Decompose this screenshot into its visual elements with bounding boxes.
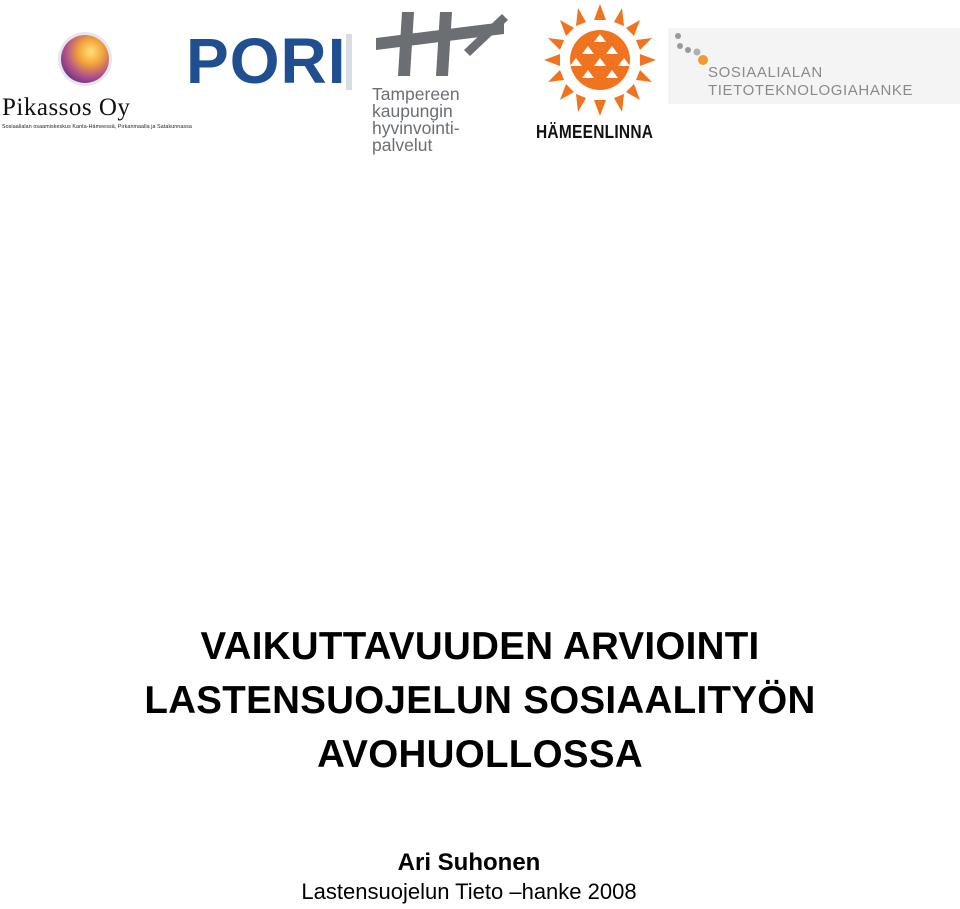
pori-name: PORI — [186, 25, 347, 97]
tampere-emblem-icon — [372, 6, 512, 82]
tampere-line: palvelut — [372, 135, 433, 155]
pikassos-logo — [0, 28, 192, 138]
dots-icon — [670, 30, 710, 70]
hameenlinna-name: HÄMEENLINNA — [536, 122, 654, 142]
project-subtitle: Lastensuojelun Tieto –hanke 2008 — [301, 879, 637, 904]
hameenlinna-sun-icon — [540, 4, 660, 116]
pori-bar — [346, 34, 352, 90]
pikassos-sphere-icon — [0, 28, 170, 94]
pikassos-tagline: Sosiaalialan osaamiskeskus Kanta-Hämeessä, Pirkanmaalla ja Satakunnassa — [2, 124, 192, 130]
tampere-logo — [370, 6, 520, 156]
sosiaalialan-line: SOSIAALIALAN — [708, 64, 823, 81]
sosiaalialan-line: TIETOTEKNOLOGIAHANKE — [708, 82, 914, 99]
sosiaalialan-logo — [668, 28, 960, 104]
tampere-text — [372, 86, 460, 154]
pikassos-name: Pikassos Oy — [2, 94, 131, 121]
tampere-line: kaupungin — [372, 101, 453, 121]
document-title — [0, 620, 960, 782]
author-name: Ari Suhonen — [397, 849, 541, 876]
pori-logo — [186, 25, 352, 97]
tampere-line: hyvinvointi- — [372, 118, 460, 138]
tampere-line: Tampereen — [372, 84, 460, 104]
title-line: AVOHUOLLOSSA — [317, 733, 643, 776]
title-line: VAIKUTTAVUUDEN ARVIOINTI — [200, 625, 760, 668]
title-line: LASTENSUOJELUN SOSIAALITYÖN — [144, 679, 816, 722]
hameenlinna-logo — [536, 4, 666, 146]
